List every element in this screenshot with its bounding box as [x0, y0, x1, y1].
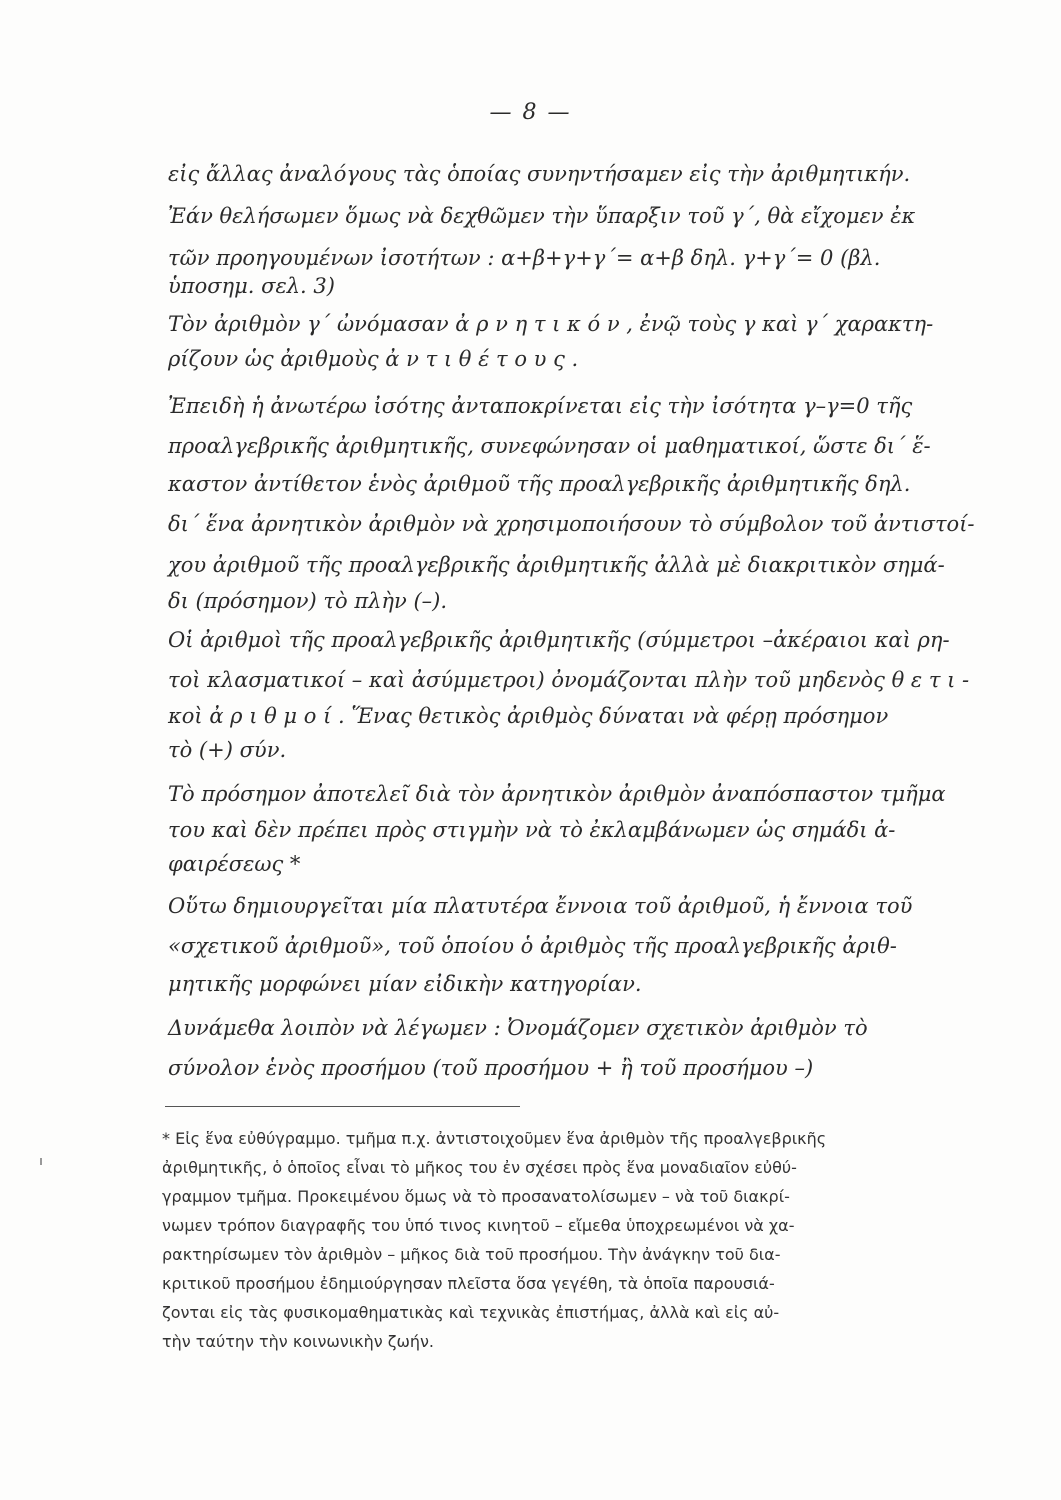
body-line: μητικῆς μορφώνει μίαν εἰδικὴν κατηγορίαν. — [168, 972, 642, 996]
margin-speck — [40, 1158, 42, 1165]
body-line: «σχετικοῦ ἀριθμοῦ», τοῦ ὁποίου ὁ ἀριθμὸς τῆς προαλγεβρικῆς ἀριθ- — [168, 934, 897, 958]
body-line: δι΄ ἕνα ἀρνητικὸν ἀριθμὸν νὰ χρησιμοποιήσουν τὸ σύμβολον τοῦ ἀντιστοί- — [168, 512, 975, 536]
body-line: ὑποσημ. σελ. 3) — [168, 274, 335, 298]
body-line: Οὕτω δημιουργεῖται μία πλατυτέρα ἔννοια τοῦ ἀριθμοῦ, ἡ ἔννοια τοῦ — [168, 894, 913, 918]
body-line: χου ἀριθμοῦ τῆς προαλγεβρικῆς ἀριθμητικῆς ἀλλὰ μὲ διακριτικὸν σημά- — [168, 553, 945, 577]
footnote-separator — [165, 1106, 520, 1107]
body-line: κοὶ ἀ ρ ι θ μ ο ί . Ἕνας θετικὸς ἀριθμὸς δύναται νὰ φέρῃ πρόσημον — [168, 704, 889, 728]
body-line: φαιρέσεως * — [168, 852, 301, 876]
page-number: — 8 — — [489, 100, 572, 125]
body-line: ρίζουν ὡς ἀριθμοὺς ἀ ν τ ι θ έ τ ο υ ς . — [168, 347, 579, 371]
body-line: δι (πρόσημον) τὸ πλὴν (–). — [168, 589, 448, 613]
body-line: τοὶ κλασματικοί – καὶ ἀσύμμετροι) ὀνομάζονται πλὴν τοῦ μηδενὸς θ ε τ ι - — [168, 668, 970, 692]
body-line: Τὸν ἀριθμὸν γ΄ ὠνόμασαν ἀ ρ ν η τ ι κ ό ν , ἐνῷ τοὺς γ καὶ γ΄ χαρακτη- — [168, 312, 934, 336]
body-line: του καὶ δὲν πρέπει πρὸς στιγμὴν νὰ τὸ ἐκλαμβάνωμεν ὡς σημάδι ἀ- — [168, 818, 896, 842]
body-line: Ἐπειδὴ ἡ ἀνωτέρω ἰσότης ἀνταποκρίνεται εἰς τὴν ἰσότητα γ–γ=0 τῆς — [168, 394, 913, 418]
body-line: προαλγεβρικῆς ἀριθμητικῆς, συνεφώνησαν οἱ μαθηματικοί, ὥστε δι΄ ἕ- — [168, 434, 931, 458]
body-line: Ἐάν θελήσωμεν ὅμως νὰ δεχθῶμεν τὴν ὕπαρξιν τοῦ γ΄, θὰ εἴχομεν ἐκ — [168, 204, 916, 228]
body-line: τὸ (+) σύν. — [168, 738, 287, 762]
footnote-line: ἀριθμητικῆς, ὁ ὁποῖος εἶναι τὸ μῆκος του ἐν σχέσει πρὸς ἕνα μοναδιαῖον εὐθύ- — [162, 1158, 797, 1177]
body-line: Οἱ ἀριθμοὶ τῆς προαλγεβρικῆς ἀριθμητικῆς (σύμμετροι –ἀκέραιοι καὶ ρη- — [168, 628, 950, 652]
footnote-line: * Εἰς ἕνα εὐθύγραμμο. τμῆμα π.χ. ἀντιστοιχοῦμεν ἕνα ἀριθμὸν τῆς προαλγεβρικῆς — [162, 1129, 827, 1148]
footnote-line: κριτικοῦ προσήμου ἐδημιούργησαν πλεῖστα ὅσα γεγέθη, τὰ ὁποῖα παρουσιά- — [162, 1274, 775, 1293]
body-line: τῶν προηγουμένων ἰσοτήτων : α+β+γ+γ΄= α+β δηλ. γ+γ΄= 0 (βλ. — [168, 246, 881, 270]
footnote-line: γραμμον τμῆμα. Προκειμένου ὅμως νὰ τὸ προσανατολίσωμεν – νὰ τοῦ διακρί- — [162, 1187, 790, 1206]
body-line: καστον ἀντίθετον ἑνὸς ἀριθμοῦ τῆς προαλγεβρικῆς ἀριθμητικῆς δηλ. — [168, 472, 911, 496]
footnote-line: ρακτηρίσωμεν τὸν ἀριθμὸν – μῆκος διὰ τοῦ προσήμου. Τὴν ἀνάγκην τοῦ δια- — [162, 1245, 781, 1264]
footnote-line: ζονται εἰς τὰς φυσικομαθηματικὰς καὶ τεχνικὰς ἐπιστήμας, ἀλλὰ καὶ εἰς αὐ- — [162, 1303, 780, 1322]
body-line: Τὸ πρόσημον ἀποτελεῖ διὰ τὸν ἀρνητικὸν ἀριθμὸν ἀναπόσπαστον τμῆμα — [168, 782, 946, 806]
body-line: σύνολον ἑνὸς προσήμου (τοῦ προσήμου + ἢ τοῦ προσήμου –) — [168, 1056, 814, 1080]
body-line: εἰς ἄλλας ἀναλόγους τὰς ὁποίας συνηντήσαμεν εἰς τὴν ἀριθμητικήν. — [168, 162, 911, 186]
footnote-line: νωμεν τρόπον διαγραφῆς του ὑπό τινος κινητοῦ – εἴμεθα ὑποχρεωμένοι νὰ χα- — [162, 1216, 795, 1235]
footnote-line: τὴν ταύτην τὴν κοινωνικὴν ζωήν. — [162, 1332, 435, 1351]
body-line: Δυνάμεθα λοιπὸν νὰ λέγωμεν : Ὀνομάζομεν σχετικὸν ἀριθμὸν τὸ — [168, 1016, 868, 1040]
